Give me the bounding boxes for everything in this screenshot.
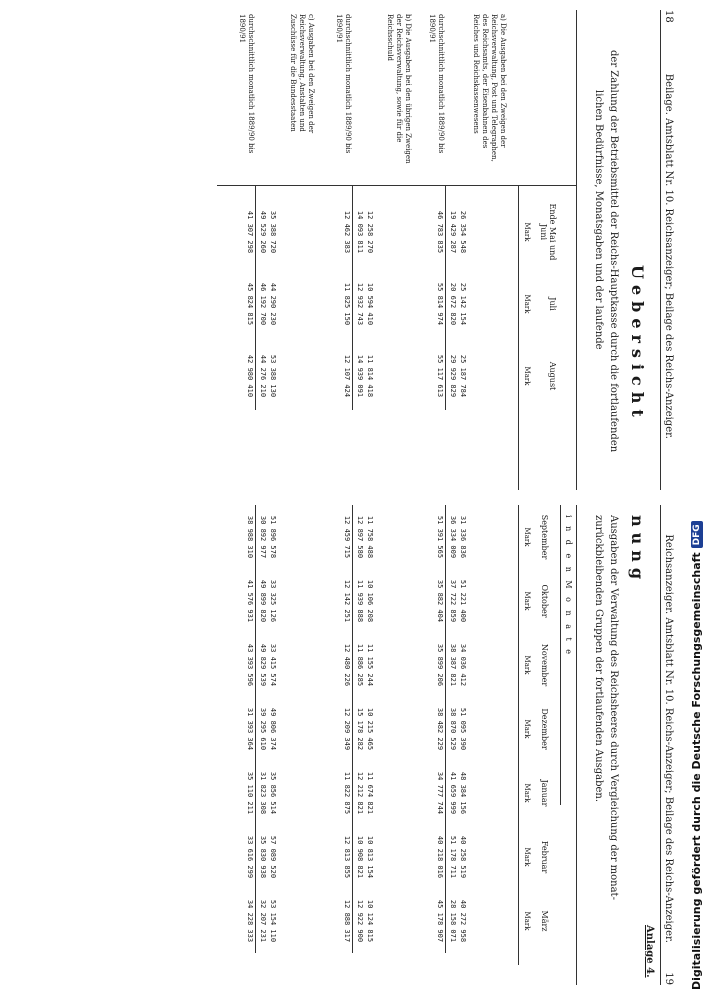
table-cell: 34 228 333 xyxy=(246,899,254,943)
table-cell: 51 896 578 xyxy=(269,515,277,559)
table-cell: 20 672 820 xyxy=(449,282,457,326)
table-cell: 11 886 285 xyxy=(356,643,364,687)
table-cell: 11 674 821 xyxy=(366,771,374,815)
right-unit: Mark xyxy=(523,719,531,739)
table-cell: 35 830 938 xyxy=(259,835,267,879)
left-subtotal-rule xyxy=(352,185,353,410)
left-unit: Mark xyxy=(523,294,531,314)
dfg-credit-text: Digitalisierung gefördert durch die Deutsche Forschungsgemeinschaft xyxy=(690,552,703,990)
table-cell: 12 209 349 xyxy=(343,707,351,751)
table-cell: 31 823 308 xyxy=(259,771,267,815)
table-cell: 43 393 596 xyxy=(246,643,254,687)
left-subtitle xyxy=(591,50,621,490)
left-page-number: 18 xyxy=(663,10,674,23)
table-cell: 44 290 230 xyxy=(269,282,277,326)
table-cell: 10 106 208 xyxy=(366,579,374,623)
table-cell: 38 988 310 xyxy=(246,515,254,559)
left-section-label: c) Ausgaben bei den Zweigen der Reichsverwaltung, Anstalten und Zuschüsse für die Bundesstaaten xyxy=(289,14,315,134)
table-cell: 25 142 154 xyxy=(459,282,467,326)
right-unit: Mark xyxy=(523,591,531,611)
table-cell: 11 758 488 xyxy=(366,515,374,559)
left-subtotal-rule xyxy=(255,185,256,410)
table-cell: 33 325 126 xyxy=(269,579,277,623)
right-unit: Mark xyxy=(523,847,531,867)
table-cell: 35 899 206 xyxy=(436,643,444,687)
left-unit: Mark xyxy=(523,366,531,386)
table-cell: 36 334 009 xyxy=(449,515,457,559)
table-cell: 12 107 424 xyxy=(343,354,351,398)
right-page xyxy=(0,505,707,995)
table-cell: 42 980 410 xyxy=(246,354,254,398)
table-cell: 12 459 715 xyxy=(343,515,351,559)
left-total-label: durchschnittlich monatlich 1889/90 bis 1890/91 xyxy=(238,14,255,154)
table-cell: 10 594 410 xyxy=(366,282,374,326)
right-col-head: Dezember xyxy=(540,708,549,750)
table-cell: 41 576 931 xyxy=(246,579,254,623)
table-cell: 49 529 260 xyxy=(259,210,267,254)
table-cell: 30 892 977 xyxy=(259,515,267,559)
table-cell: 34 777 744 xyxy=(436,771,444,815)
table-cell: 35 856 514 xyxy=(269,771,277,815)
left-col-head: Ende Mai und Juni xyxy=(539,203,557,261)
table-cell: 11 822 875 xyxy=(343,771,351,815)
table-cell: 48 384 156 xyxy=(459,771,467,815)
table-cell: 12 922 900 xyxy=(356,899,364,943)
table-cell: 45 178 907 xyxy=(436,899,444,943)
table-cell: 41 307 298 xyxy=(246,210,254,254)
table-cell: 46 192 700 xyxy=(259,282,267,326)
table-cell: 53 154 110 xyxy=(269,899,277,943)
table-cell: 10 215 465 xyxy=(366,707,374,751)
table-cell: 12 258 270 xyxy=(366,210,374,254)
table-cell: 33 415 574 xyxy=(269,643,277,687)
left-running-head-text: Beilage. Amtsblatt Nr. 10. Reichsanzeiger; Beilage des Reichs-Anzeiger. xyxy=(663,73,674,439)
right-unit: Mark xyxy=(523,527,531,547)
table-cell: 11 155 244 xyxy=(366,643,374,687)
table-cell: 44 276 210 xyxy=(259,354,267,398)
table-cell: 11 825 150 xyxy=(343,282,351,326)
table-cell: 33 616 299 xyxy=(246,835,254,879)
right-unit-rule xyxy=(518,505,519,965)
table-cell: 14 093 811 xyxy=(356,210,364,254)
table-cell: 49 829 539 xyxy=(259,643,267,687)
left-col-head: August xyxy=(548,361,557,391)
left-total-label: durchschnittlich monatlich 1889/90 bis 1890/91 xyxy=(428,14,445,154)
left-page xyxy=(0,10,707,500)
right-col-head: September xyxy=(540,514,549,560)
left-unit: Mark xyxy=(523,222,531,242)
table-cell: 49 899 820 xyxy=(259,579,267,623)
table-cell: 14 939 091 xyxy=(356,354,364,398)
right-unit: Mark xyxy=(523,783,531,803)
table-cell: 12 888 317 xyxy=(343,899,351,943)
left-header-rule xyxy=(576,10,577,490)
table-cell: 12 212 821 xyxy=(356,771,364,815)
dfg-credit xyxy=(690,521,703,990)
table-cell: 55 117 613 xyxy=(436,354,444,398)
table-cell: 12 462 383 xyxy=(343,210,351,254)
table-cell: 38 387 821 xyxy=(449,643,457,687)
table-cell: 39 295 610 xyxy=(259,707,267,751)
table-cell: 35 110 211 xyxy=(246,771,254,815)
right-header-rule xyxy=(576,505,577,985)
right-subtotal-rule xyxy=(445,505,446,953)
table-cell: 10 813 154 xyxy=(366,835,374,879)
table-cell: 57 089 520 xyxy=(269,835,277,879)
left-section-label: a) Die Ausgaben bei den Zweigen der Reichsverwaltung, Post und Telegraphen, des Reichsamts, der Eisenbahnen des Reiches und Reichskassenwesens xyxy=(472,14,507,162)
left-title: Uebersicht xyxy=(628,265,647,423)
left-label-divider xyxy=(217,185,577,186)
table-cell: 10 908 821 xyxy=(356,835,364,879)
left-subtitle-line: lichen Bedürfnisse, Monatsgaben und der laufende xyxy=(593,90,604,350)
table-cell: 45 824 815 xyxy=(246,282,254,326)
table-cell: 40 218 016 xyxy=(436,835,444,879)
table-cell: 40 258 519 xyxy=(459,835,467,879)
right-subtitle-line: zurückbleibenden Gruppen der fortlaufenden Ausgaben. xyxy=(593,515,604,803)
table-cell: 15 178 282 xyxy=(356,707,364,751)
table-cell: 38 870 529 xyxy=(449,707,457,751)
table-cell: 31 393 364 xyxy=(246,707,254,751)
table-cell: 51 095 390 xyxy=(459,707,467,751)
right-title: nung xyxy=(628,515,647,586)
table-cell: 51 178 711 xyxy=(449,835,457,879)
table-cell: 12 480 226 xyxy=(343,643,351,687)
right-subtotal-rule xyxy=(255,505,256,953)
left-section-label: b) Die Ausgaben bei den übrigen Zweigen der Reichsverwaltung, sowie für die Reichsschuld xyxy=(386,14,412,164)
right-col-head: Februar xyxy=(540,840,549,874)
right-subtitle-line: Ausgaben der Verwaltung des Reichsheeres durch Vergleichung der monat- xyxy=(608,515,619,900)
left-total-label: durchschnittlich monatlich 1889/90 bis 1890/91 xyxy=(335,14,352,154)
table-cell: 41 659 999 xyxy=(449,771,457,815)
table-cell: 12 932 743 xyxy=(356,282,364,326)
table-cell: 35 882 404 xyxy=(436,579,444,623)
table-cell: 12 897 580 xyxy=(356,515,364,559)
table-cell: 37 722 859 xyxy=(449,579,457,623)
table-cell: 12 142 251 xyxy=(343,579,351,623)
right-page-number: 19 xyxy=(663,972,674,985)
right-subtitle xyxy=(591,515,621,985)
table-cell: 35 388 720 xyxy=(269,210,277,254)
table-cell: 26 354 548 xyxy=(459,210,467,254)
table-cell: 40 272 958 xyxy=(459,899,467,943)
month-band-rule xyxy=(560,505,561,805)
right-col-head: Oktober xyxy=(540,584,549,618)
table-cell: 12 813 855 xyxy=(343,835,351,879)
table-cell: 53 388 130 xyxy=(269,354,277,398)
table-cell: 51 391 565 xyxy=(436,515,444,559)
left-subtitle-line: der Zahlung der Betriebsmittel der Reichs-Hauptkasse durch die fortlaufenden xyxy=(608,50,619,453)
table-cell: 55 814 974 xyxy=(436,282,444,326)
left-subtotal-rule xyxy=(445,185,446,410)
left-col-head: Juli xyxy=(548,297,557,311)
left-unit-rule xyxy=(518,185,519,490)
table-cell: 51 221 400 xyxy=(459,579,467,623)
table-cell: 25 187 784 xyxy=(459,354,467,398)
right-subtotal-rule xyxy=(352,505,353,953)
table-cell: 29 929 829 xyxy=(449,354,457,398)
table-cell: 46 783 835 xyxy=(436,210,444,254)
right-unit: Mark xyxy=(523,911,531,931)
table-cell: 31 336 836 xyxy=(459,515,467,559)
table-cell: 11 939 888 xyxy=(356,579,364,623)
table-cell: 32 207 231 xyxy=(259,899,267,943)
right-col-head: März xyxy=(540,910,549,932)
table-cell: 28 158 071 xyxy=(449,899,457,943)
month-band: i n d e n M o n a t e xyxy=(564,515,573,658)
dfg-logo: DFG xyxy=(691,521,703,548)
right-col-head: Januar xyxy=(540,779,549,807)
right-running-head-text: Reichsanzeiger. Amtsblatt Nr. 10. Reichs-Anzeiger; Beilage des Reichs-Anzeiger. xyxy=(663,534,674,943)
table-cell: 19 429 287 xyxy=(449,210,457,254)
table-cell: 38 482 229 xyxy=(436,707,444,751)
table-cell: 10 124 815 xyxy=(366,899,374,943)
right-unit: Mark xyxy=(523,655,531,675)
annex-label: Anlage 4. xyxy=(644,925,655,978)
table-cell: 49 806 374 xyxy=(269,707,277,751)
table-cell: 34 036 412 xyxy=(459,643,467,687)
right-col-head: November xyxy=(540,643,549,687)
table-cell: 11 814 418 xyxy=(366,354,374,398)
